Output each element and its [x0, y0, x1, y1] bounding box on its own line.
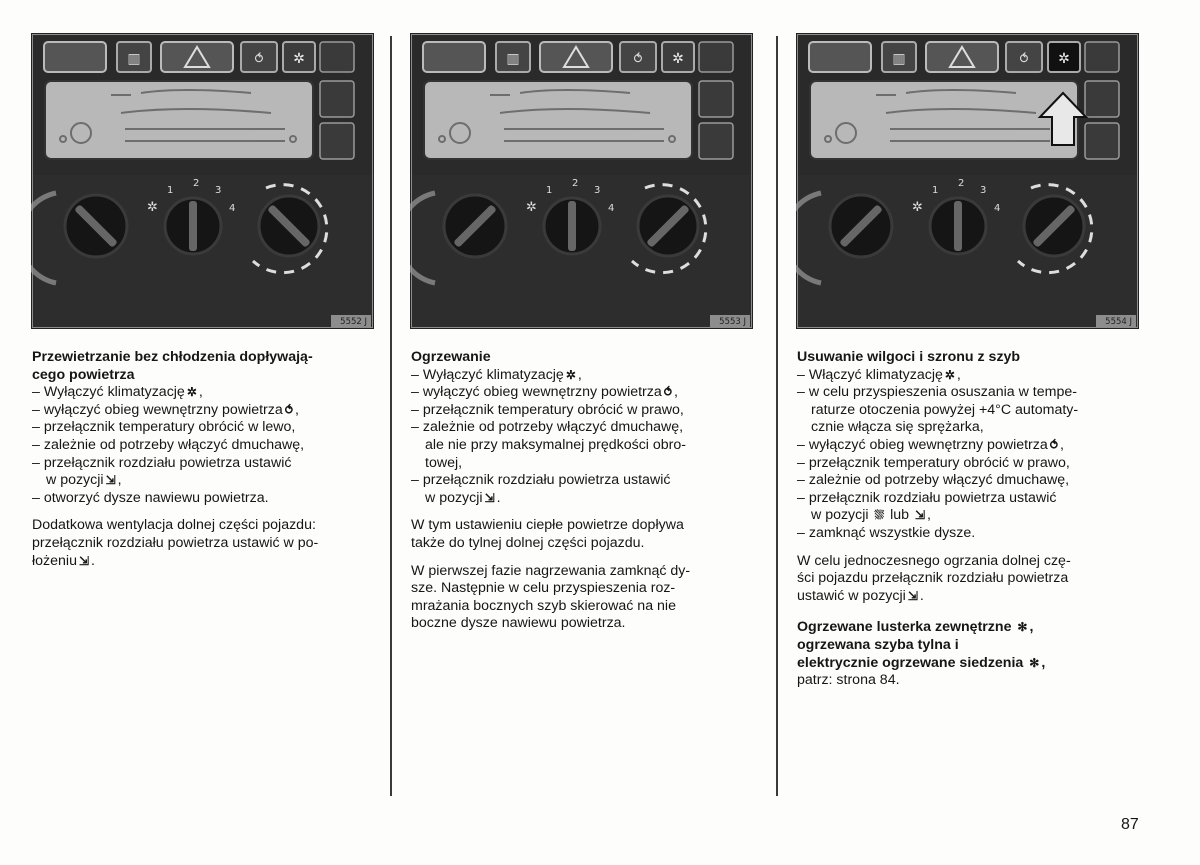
page-number: 87: [1121, 816, 1139, 833]
figure-label: 5554 J: [1105, 317, 1132, 327]
svg-text:✲: ✲: [293, 51, 305, 67]
svg-text:⥀: ⥀: [633, 52, 643, 67]
heated-icon: ✻: [1029, 655, 1040, 670]
list-item-continuation: w pozycji ⇲ .: [425, 489, 501, 506]
fan-speed-knob: [165, 198, 221, 254]
svg-text:✲: ✲: [672, 51, 684, 67]
list-item: – Włączyć klimatyzację ✲ ,: [797, 367, 1142, 385]
heating-icon: ⇲: [484, 490, 495, 505]
figure-label: 5552 J: [340, 317, 367, 327]
svg-text:2: 2: [572, 178, 579, 189]
lcd-display: [424, 81, 692, 159]
list-item: – wyłączyć obieg wewnętrzny powietrza ⥀ ,: [32, 402, 377, 420]
svg-text:▥: ▥: [127, 51, 141, 67]
figure-label: 5553 J: [719, 317, 746, 327]
air-distribution-knob: [1024, 196, 1084, 256]
paragraph: W celu jednoczesnego ogrzania dolnej czę- ści pojazdu przełącznik rozdziału powietrza ustawić w pozycji ⇲ .: [797, 552, 1071, 604]
list-item: – Wyłączyć klimatyzację ✲ ,: [32, 384, 377, 402]
panel-image: [31, 33, 374, 329]
recirculation-icon: ⥀: [663, 385, 672, 400]
svg-text:1: 1: [932, 185, 939, 196]
panel-image: [796, 33, 1139, 329]
section-heating: [411, 349, 756, 643]
floor-defrost-icon: ⇲: [914, 508, 926, 523]
svg-text:4: 4: [994, 203, 1001, 214]
temperature-knob: [65, 195, 127, 257]
list-item: – zależnie od potrzeby włączyć dmuchawę,: [797, 472, 1142, 490]
svg-text:▥: ▥: [506, 51, 520, 67]
svg-text:✲: ✲: [526, 200, 537, 215]
svg-text:⥀: ⥀: [254, 52, 264, 67]
list-item-continuation: w pozycji ⛆ lub ⇲ ,: [811, 507, 931, 524]
list-item: – przełącznik rozdziału powietrza ustawić: [411, 472, 756, 490]
column-divider: [390, 36, 392, 796]
svg-text:2: 2: [193, 178, 200, 189]
svg-text:2: 2: [958, 178, 965, 189]
floor-vent-icon: ⇲: [78, 553, 90, 568]
list-item: – zależnie od potrzeby włączyć dmuchawę,: [411, 419, 756, 437]
list-item: – wyłączyć obieg wewnętrzny powietrza ⥀ ,: [411, 384, 756, 402]
list-item: – zależnie od potrzeby włączyć dmuchawę,: [32, 437, 377, 455]
lcd-display: [45, 81, 313, 159]
snowflake-icon: ✲: [565, 367, 576, 382]
list-item-continuation: ale nie przy maksymalnej prędkości obro-: [425, 436, 687, 453]
recirculation-icon: ⥀: [284, 402, 293, 417]
snowflake-icon: ✲: [944, 367, 955, 382]
svg-text:4: 4: [229, 203, 236, 214]
list-item-continuation: w pozycji ⇲ ,: [46, 472, 122, 489]
list-item: – w celu przyspieszenia osuszania w tempe-: [797, 384, 1142, 402]
climate-panel-photo-3: [796, 33, 1139, 329]
list-item: – otworzyć dysze nawiewu powietrza.: [32, 490, 377, 508]
list-item: – przełącznik rozdziału powietrza ustawić: [797, 490, 1142, 508]
air-distribution-knob: [259, 196, 319, 256]
list-item: – Wyłączyć klimatyzację ✲ ,: [411, 367, 756, 385]
list-item: – przełącznik temperatury obrócić w lewo,: [32, 419, 377, 437]
svg-text:1: 1: [546, 185, 553, 196]
heated-icon: ✻: [1017, 620, 1028, 635]
svg-text:✲: ✲: [147, 200, 158, 215]
svg-text:⥀: ⥀: [1019, 52, 1029, 67]
windscreen-defrost-icon: ⛆: [874, 508, 885, 523]
list-item: – wyłączyć obieg wewnętrzny powietrza ⥀ ,: [797, 437, 1142, 455]
list-item: – zamknąć wszystkie dysze.: [797, 525, 1142, 543]
floor-defrost-icon: ⇲: [907, 588, 918, 603]
svg-text:▥: ▥: [892, 51, 906, 67]
section-defrost: [797, 349, 1142, 690]
recirculation-icon: ⥀: [1049, 437, 1058, 452]
fan-speed-knob: [930, 198, 986, 254]
svg-text:3: 3: [215, 185, 222, 196]
column-divider: [776, 36, 778, 796]
fan-speed-knob: [544, 198, 600, 254]
floor-vent-icon: ⇲: [105, 473, 116, 488]
climate-panel-photo-1: [31, 33, 374, 329]
climate-panel-photo-2: [410, 33, 753, 329]
svg-text:1: 1: [167, 185, 174, 196]
svg-text:3: 3: [980, 185, 987, 196]
svg-text:✲: ✲: [1058, 51, 1070, 67]
list-item: – przełącznik temperatury obrócić w prawo,: [411, 402, 756, 420]
temperature-knob: [830, 195, 892, 257]
list-item-continuation: cznie włącza się sprężarka,: [811, 419, 984, 436]
list-item-continuation: towej,: [425, 454, 463, 471]
paragraph: W pierwszej fazie nagrzewania zamknąć dy- sze. Następnie w celu przyspieszenia roz- mrażania bocznych szyb skierować na nie boczne dysze nawiewu powietrza.: [411, 562, 691, 632]
svg-text:✲: ✲: [912, 200, 923, 215]
section-heading: Przewietrzanie bez chłodzenia dopływają-: [32, 349, 313, 365]
section-heading: Usuwanie wilgoci i szronu z szyb: [797, 349, 1021, 365]
list-item-continuation: raturze otoczenia powyżej +4°C automaty-: [811, 401, 1079, 418]
list-item: – przełącznik temperatury obrócić w prawo,: [797, 455, 1142, 473]
list-item: – przełącznik rozdziału powietrza ustawić: [32, 455, 377, 473]
section-heading: Ogrzewanie: [411, 349, 491, 365]
svg-text:4: 4: [608, 203, 615, 214]
temperature-knob: [444, 195, 506, 257]
paragraph: Dodatkowa wentylacja dolnej części pojazdu: przełącznik rozdziału powietrza ustawić w po- łożeniu ⇲ .: [32, 517, 319, 569]
cross-reference: Ogrzewane lusterka zewnętrzne ✻ , ogrzewana szyba tylna i elektrycznie ogrzewane siedzenia ✻ , patrz: strona 84.: [797, 619, 1046, 689]
section-ventilation: [32, 349, 377, 570]
lcd-display: [810, 81, 1078, 159]
section-heading: cego powietrza: [32, 366, 135, 383]
panel-image: [410, 33, 753, 329]
paragraph: W tym ustawieniu ciepłe powietrze dopływa także do tylnej dolnej części pojazdu.: [411, 517, 684, 551]
air-distribution-knob: [638, 196, 698, 256]
snowflake-icon: ✲: [186, 385, 197, 400]
svg-text:3: 3: [594, 185, 601, 196]
